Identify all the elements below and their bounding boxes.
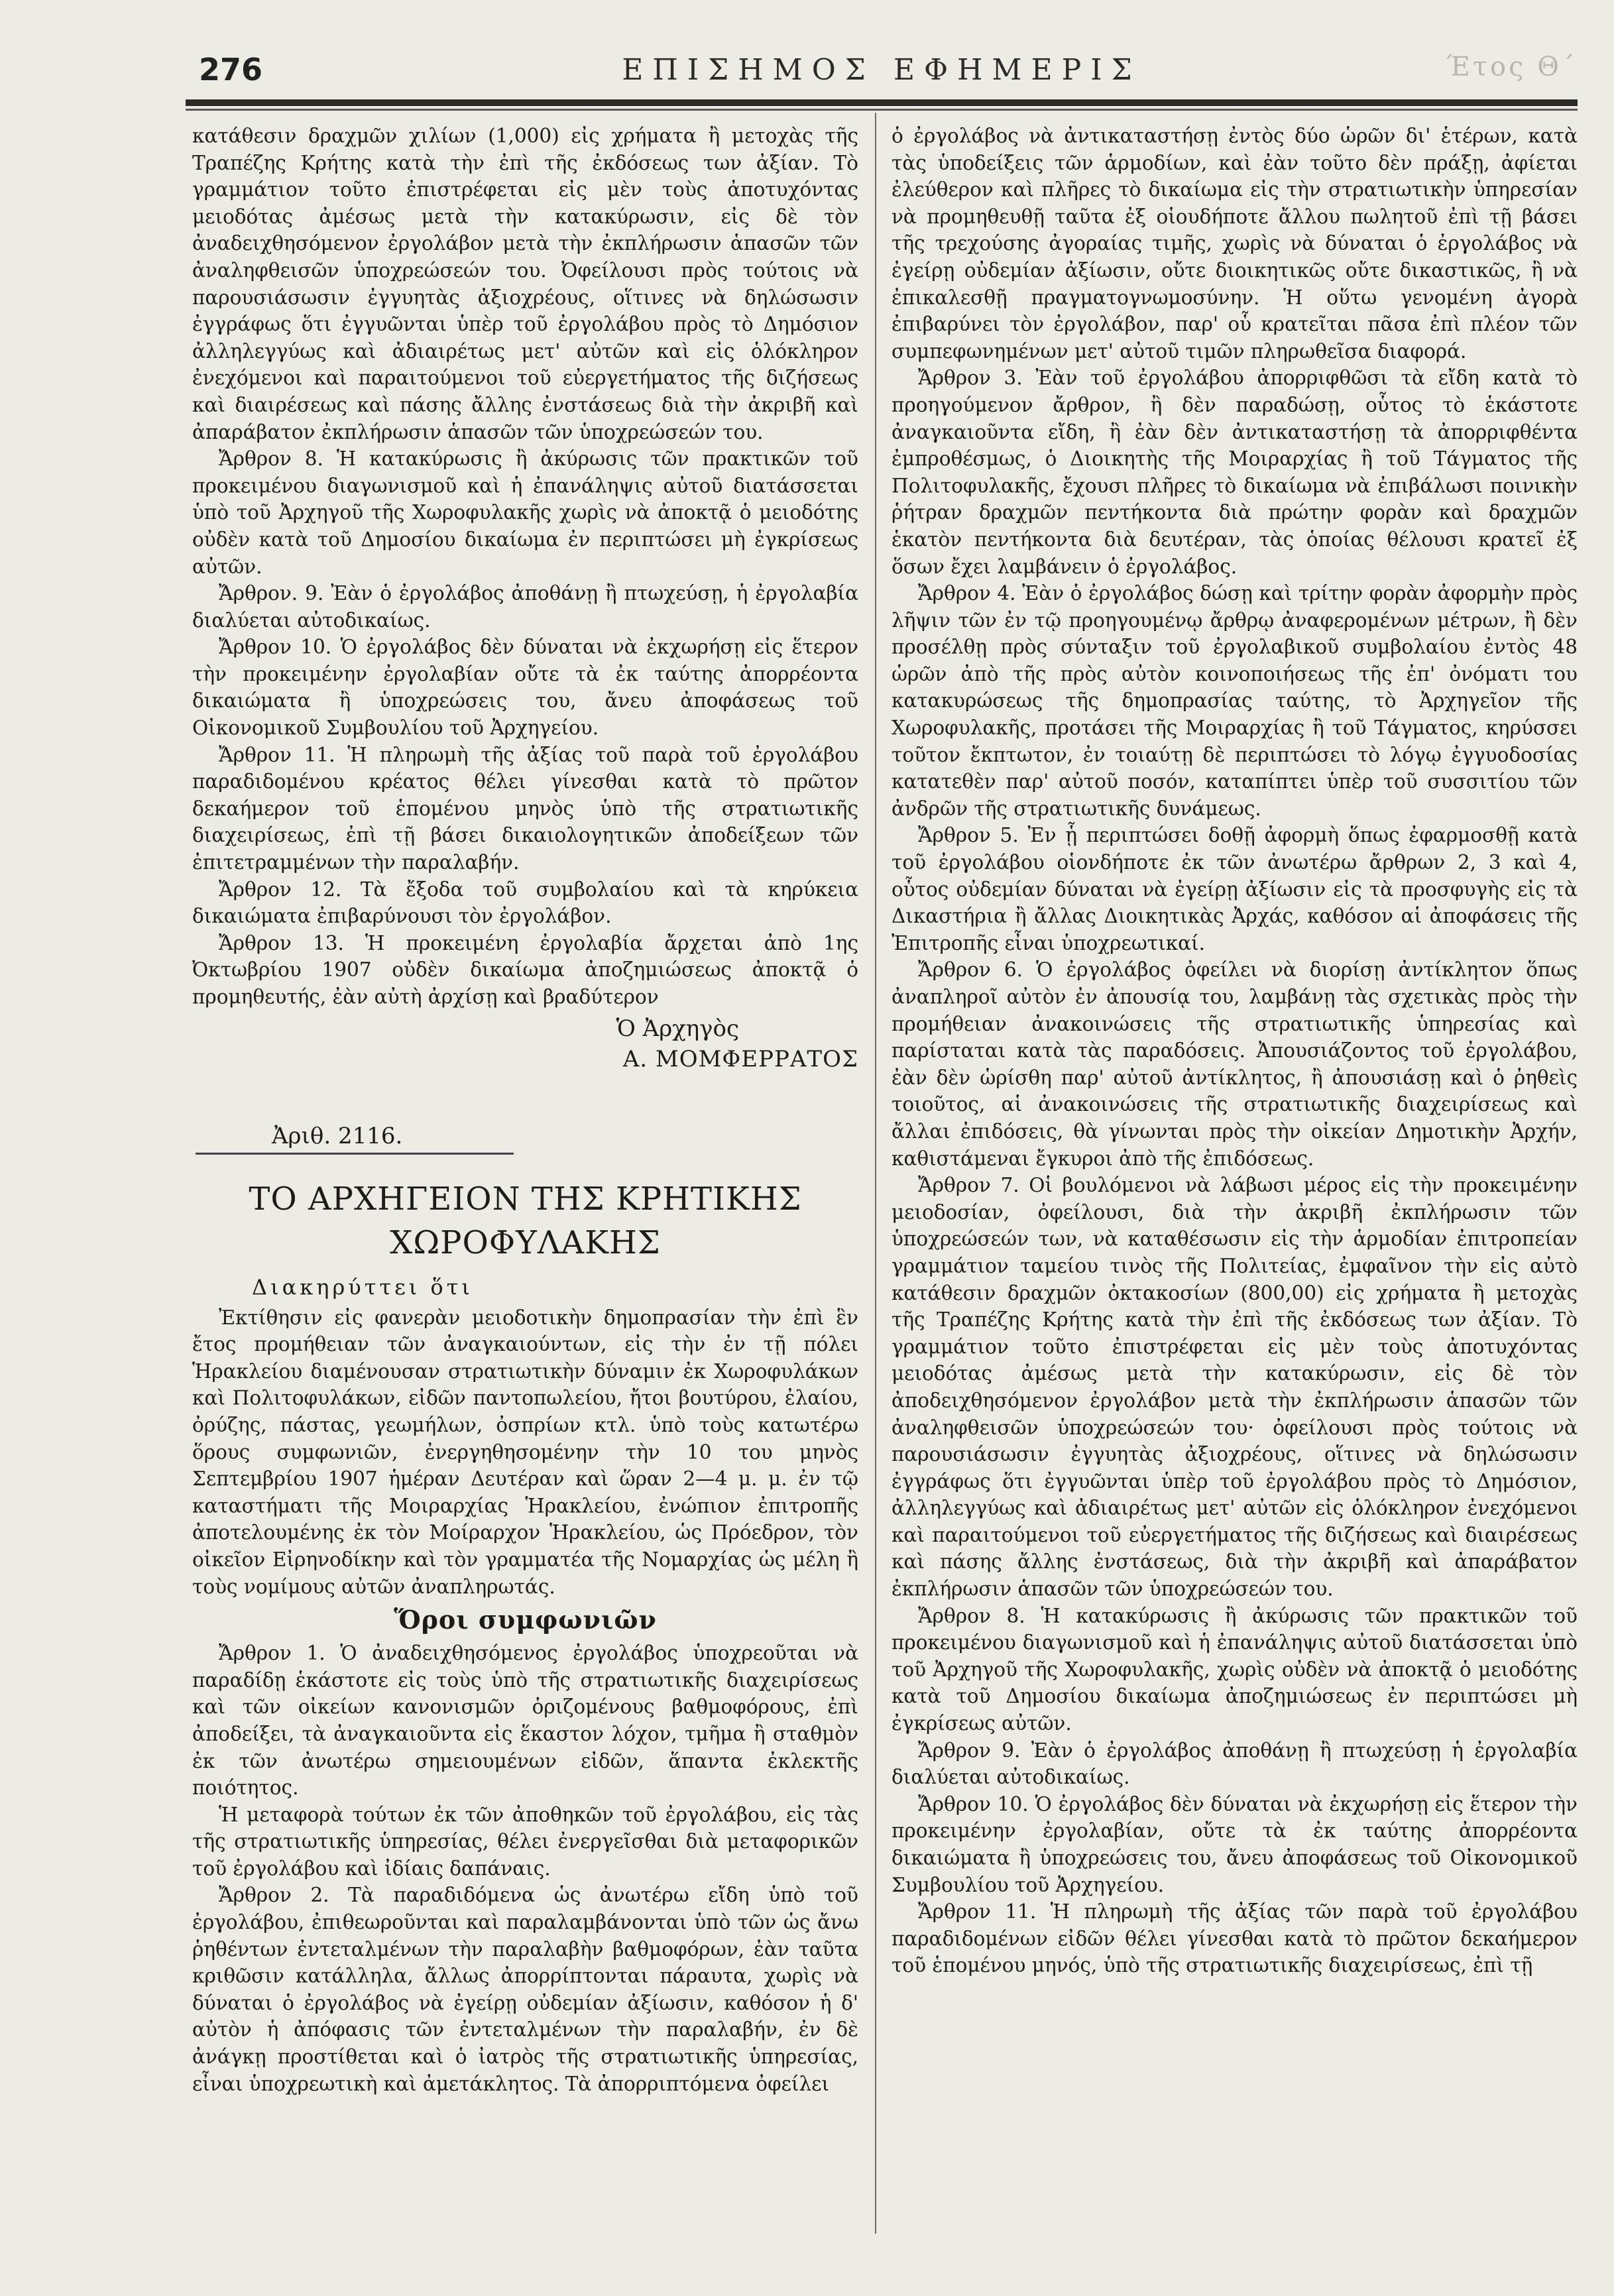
document-number-underline: [196, 1153, 514, 1155]
article-10: Ἄρθρον 10. Ὁ ἐργολάβος δὲν δύναται νὰ ἐκχωρήσῃ εἰς ἕτερον τὴν προκειμένην ἐργολαβίαν οὔτε τὰ ἐκ ταύτης ἀπορρέοντα δικαιώματα ἢ ὑποχρεώσεις του, ἄνευ ἀποφάσεως τοῦ Οἰκονομικοῦ Συμβουλίου τοῦ Ἀρχηγείου.: [192, 636, 858, 740]
paragraph: ὁ ἐργολάβος νὰ ἀντικαταστήσῃ ἐντὸς δύο ὡρῶν δι' ἑτέρων, κατὰ τὰς ὑποδείξεις τῶν ἁρμοδίων, καὶ ἐὰν τοῦτο δὲν πράξῃ, ἀφίεται ἐλεύθερον καὶ πλῆρες τὸ δικαίωμα εἰς τὴν στρατιωτικὴν ὑπηρεσίαν νὰ προμηθευθῇ ταῦτα ἐξ οἱουδήποτε ἄλλου πωλητοῦ ἐπὶ τῇ βάσει τῆς τρεχούσης ἀγοραίας τιμῆς, χωρὶς νὰ δύναται ὁ ἐργολάβος νὰ ἐγείρῃ οὐδεμίαν ἀξίωσιν, οὔτε διοικητικῶς οὔτε δικαστικῶς, ἢ νὰ ἐπικαλεσθῇ πραγματογνωμοσύνην. Ἡ οὕτω γενομένη ἀγορὰ ἐπιβαρύνει τὸν ἐργολάβον, παρ' οὗ κρατεῖται πᾶσα ἐπὶ πλέον τῶν συμπεφωνημένων μετ' αὐτοῦ τιμῶν πληρωθεῖσα διαφορά.: [892, 125, 1578, 363]
article-5: Ἄρθρον 5. Ἐν ᾗ περιπτώσει δοθῇ ἀφορμὴ ὅπως ἐφαρμοσθῇ κατὰ τοῦ ἐργολάβου οἱονδήποτε ἐκ τῶν ἀνωτέρω ἄρθρων 2, 3 καὶ 4, οὗτος οὐδεμίαν δύναται νὰ ἐγείρῃ ἀξίωσιν εἰς τὰ προσφυγὴς εἰς τὰ Δικαστήρια ἢ ἄλλας Διοικητικὰς Ἀρχάς, καθόσον αἱ ἀποφάσεις τῆς Ἐπιτροπῆς εἶναι ὑποχρεωτικαί.: [892, 824, 1578, 954]
header-rule-thin: [186, 109, 1578, 111]
proclamation: Διακηρύττει ὅτι: [252, 1274, 473, 1300]
article-9: Ἄρθρον 9. Ἐὰν ὁ ἐργολάβος ἀποθάνῃ ἢ πτωχεύσῃ ἡ ἐργολαβία διαλύεται αὐτοδικαίως.: [892, 1739, 1578, 1789]
article-13: Ἄρθρον 13. Ἡ προκειμένη ἐργολαβία ἄρχεται ἀπὸ 1ης Ὀκτωβρίου 1907 οὐδὲν δικαίωμα ἀποζημιώσεως ἀποκτᾷ ὁ προμηθευτής, ἐὰν αὐτὴ ἀρχίσῃ καὶ βραδύτερον: [192, 931, 858, 1008]
article-10: Ἄρθρον 10. Ὁ ἐργολάβος δὲν δύναται νὰ ἐκχωρήσῃ εἰς ἕτερον τὴν προκειμένην ἐργολαβίαν, οὔτε τὰ ἐκ ταύτης ἀπορρέοντα δικαιώματα ἢ ὑποχρεώσεις του, ἄνευ ἀποφάσεως τοῦ Οἰκονομικοῦ Συμβουλίου τοῦ Ἀρχηγείου.: [892, 1792, 1578, 1896]
article-3: Ἄρθρον 3. Ἐὰν τοῦ ἐργολάβου ἀπορριφθῶσι τὰ εἴδη κατὰ τὸ προηγούμενον ἄρθρον, ἢ δὲν παραδώσῃ, οὗτος τὸ ἑκάστοτε ἀναγκαιοῦντα εἴδη, ἢ ἐὰν δὲν ἀντικαταστήσῃ τὰ ἀπορριφθέντα ἐμπροθέσμως, ὁ Διοικητὴς τῆς Μοιραρχίας ἢ τοῦ Τάγματος τῆς Πολιτοφυλακῆς, ἔχουσι πλῆρες τὸ δικαίωμα νὰ ἐπιβάλωσι ποινικὴν ῥήτραν δραχμῶν πεντήκοντα διὰ πρώτην φορὰν καὶ δραχμῶν ἑκατὸν πεντήκοντα διὰ δευτέραν, τὰς ὁποίας θέλουσι κρατεῖ ἐξ ὅσων ἔχει λαμβάνειν ὁ ἐργολάβος.: [892, 367, 1578, 578]
header-rule: [186, 99, 1578, 106]
page-header: [186, 46, 1578, 99]
page-number: 276: [199, 52, 263, 87]
article-1: Ἄρθρον 1. Ὁ ἀναδειχθησόμενος ἐργολάβος ὑποχρεοῦται νὰ παραδίδῃ ἑκάστοτε εἰς τοὺς ὑπὸ τῆς στρατιωτικῆς διαχειρίσεως καὶ τῶν οἰκείων κανονισμῶν ὁριζομένους βαθμοφόρους, ἐπὶ ἀποδείξει, τὰ ἀναγκαιοῦντα εἰς ἕκαστον λόχον, τμῆμα ἢ σταθμὸν ἐκ τῶν ἀνωτέρω σημειουμένων εἰδῶν, ἅπαντα ἐκλεκτῆς ποιότητος.: [192, 1642, 858, 1800]
article-12: Ἄρθρον 12. Τὰ ἔξοδα τοῦ συμβολαίου καὶ τὰ κηρύκεια δικαιώματα ἐπιβαρύνουσι τὸν ἐργολάβον.: [192, 878, 858, 928]
article-11: Ἄρθρον 11. Ἡ πληρωμὴ τῆς ἀξίας τοῦ παρὰ τοῦ ἐργολάβου παραδιδομένου κρέατος θέλει γίνεσθαι κατὰ τὸ πρῶτον δεκαήμερον τοῦ ἑπομένου μηνὸς ὑπὸ τῆς στρατιωτικῆς διαχειρίσεως, ἐπὶ τῇ βάσει δικαιολογητικῶν ἀποδείξεων τῶν ἐπιτετραμμένων τὴν παραλαβήν.: [192, 743, 858, 874]
terms-subheading: Ὅροι συμφωνιῶν: [394, 1605, 657, 1635]
article-2: Ἄρθρον 2. Τὰ παραδιδόμενα ὡς ἀνωτέρω εἴδη ὑπὸ τοῦ ἐργολάβου, ἐπιθεωροῦνται καὶ παραλαμβάνονται ὑπὸ τῶν ὡς ἄνω ῥηθέντων ἐντεταλμένων τὴν παραλαβὴν βαθμοφόρων, ἐὰν ταῦτα κριθῶσιν κατάλληλα, ἄλλως ἀπορρίπτονται πάραυτα, χωρὶς νὰ δύναται ὁ ἐργολάβος νὰ ἐγείρῃ οὐδεμίαν ἀξίωσιν, καθόσον ἡ δ' αὐτὸν ἡ ἀπόφασις τῶν ἐντεταλμένων τὴν παραλαβήν, ἐν δὲ ἀνάγκῃ προστίθεται καὶ ὁ ἰατρὸς τῆς στρατιωτικῆς ὑπηρεσίας, εἶναι ὑποχρεωτικὴ καὶ ἀμετάκλητος. Τὰ ἀπορριπτόμενα ὀφείλει: [192, 1884, 858, 2095]
article-4: Ἄρθρον 4. Ἐὰν ὁ ἐργολάβος δώσῃ καὶ τρίτην φορὰν ἀφορμὴν πρὸς λῆψιν τῶν ἐν τῷ προηγουμένῳ ἄρθρῳ ἀναφερομένων μέτρων, ἢ δὲν προσέλθῃ πρὸς σύνταξιν τοῦ ἐργολαβικοῦ συμβολαίου ἐντὸς 48 ὡρῶν ἀπὸ τῆς πρὸς αὐτὸν κοινοποιήσεως τῆς ἐπ' ὀνόματι του κατακυρώσεως τῆς δημοπρασίας ταύτης, τὸ Ἀρχηγεῖον τῆς Χωροφυλακῆς, προτάσει τῆς Μοιραρχίας ἢ τοῦ Τάγματος, κηρύσσει τοῦτον ἔκπτωτον, ἐν τοιαύτῃ δὲ περιπτώσει τὸ λόγῳ ἐγγυοδοσίας κατατεθὲν παρ' αὐτοῦ ποσόν, καταπίπτει ὑπὲρ τοῦ συσσιτίου τῶν ἀνδρῶν τῆς στρατιωτικῆς δυνάμεως.: [892, 582, 1578, 820]
page-title: ΕΠΙΣΗΜΟΣ ΕΦΗΜΕΡΙΣ: [622, 53, 1141, 87]
notice-heading-line1: ΤΟ ΑΡΧΗΓΕΙΟΝ ΤΗΣ ΚΡΗΤΙΚΗΣ: [249, 1180, 802, 1218]
notice-heading-line2: ΧΩΡΟΦΥΛΑΚΗΣ: [390, 1224, 661, 1261]
signature-name: Α. ΜΟΜΦΕΡΡΑΤΟΣ: [622, 1045, 858, 1072]
column-divider: [875, 113, 876, 2234]
article-8: Ἄρθρον 8. Ἡ κατακύρωσις ἢ ἀκύρωσις τῶν πρακτικῶν τοῦ προκειμένου διαγωνισμοῦ καὶ ἡ ἐπανάληψις αὐτοῦ διατάσσεται ὑπὸ τοῦ Ἀρχηγοῦ τῆς Χωροφυλακῆς χωρὶς νὰ ἀποκτᾷ ὁ μειοδότης οὐδὲν κατὰ τοῦ Δημοσίου δικαίωμα ἐν περιπτώσει μὴ ἐγκρίσεως αὐτῶν.: [192, 447, 858, 578]
article-9: Ἄρθρον. 9. Ἐὰν ὁ ἐργολάβος ἀποθάνῃ ἢ πτωχεύσῃ, ἡ ἐργολαβία διαλύεται αὐτοδικαίως.: [192, 582, 858, 632]
left-column: [192, 123, 858, 2097]
article-6: Ἄρθρον 6. Ὁ ἐργολάβος ὀφείλει νὰ διορίσῃ ἀντίκλητον ὅπως ἀναπληροῖ αὐτὸν ἐν ἀπουσίᾳ του, λαμβάνῃ τὰς σχετικὰς πρὸς τὴν προμήθειαν ἀνακοινώσεις τῆς στρατιωτικῆς ὑπηρεσίας καὶ παρίσταται κατὰ τὰς παραδόσεις. Ἀπουσιάζοντος τοῦ ἐργολάβου, ἐὰν δὲν ὡρίσθη παρ' αὐτοῦ ἀντίκλητος, ἢ ἀπουσιάσῃ καὶ ὁ ῥηθεὶς τοιοῦτος, αἱ ἀνακοινώσεις τῆς στρατιωτικῆς διαχειρίσεως καὶ ἄλλαι ἐπιδόσεις, θὰ γίνωνται πρὸς τὴν οἰκείαν Δημοτικὴν Ἀρχήν, καθιστάμεναι ἔγκυροι ἀπὸ τῆς ἐπιδόσεως.: [892, 958, 1578, 1170]
year-tag: Έτος Θ΄: [1446, 52, 1578, 82]
notice-paragraph: Ἐκτίθησιν εἰς φανερὰν μειοδοτικὴν δημοπρασίαν τὴν ἐπὶ ἓν ἔτος προμήθειαν τῶν ἀναγκαιούντων, εἰς τὴν ἐν τῇ πόλει Ἡρακλείου διαμένουσαν στρατιωτικὴν δύναμιν ἐκ Χωροφυλάκων καὶ Πολιτοφυλάκων, εἰδῶν παντοπωλείου, ἤτοι βουτύρου, ἐλαίου, ὀρύζης, πάστας, γεωμήλων, ὀσπρίων κτλ. ὑπὸ τοὺς κατωτέρω ὅρους συμφωνιῶν, ἐνεργηθησομένην τὴν 10 του μηνὸς Σεπτεμβρίου 1907 ἡμέραν Δευτέραν καὶ ὥραν 2—4 μ. μ. ἐν τῷ καταστήματι τῆς Μοιραρχίας Ἡρακλείου, ἐνώπιον ἐπιτροπῆς ἀποτελουμένης ἐκ τὸν Μοίραρχον Ἡρακλείου, ὡς Πρόεδρον, τὸν οἰκεῖον Εἰρηνοδίκην καὶ τὸν γραμματέα τῆς Νομαρχίας ὡς μέλη ἢ τοὺς νομίμους αὐτῶν ἀναπληρωτάς.: [192, 1306, 858, 1598]
document-number: Ἀριθ. 2116.: [272, 1122, 403, 1149]
right-column: [892, 123, 1578, 1979]
article-7: Ἄρθρον 7. Οἱ βουλόμενοι νὰ λάβωσι μέρος εἰς τὴν προκειμένην μειοδοσίαν, ὀφείλουσι, διὰ τὴν ἀκριβῆ ἐκπλήρωσιν τῶν ὑποχρεώσεών των, νὰ καταθέσωσιν εἰς τὴν ἁρμοδίαν ἐπιτροπείαν γραμμάτιον ταμείου τινὸς τῆς Πολιτείας, ἐμφαῖνον τὴν εἰς αὐτὸ κατάθεσιν δραχμῶν ὀκτακοσίων (800,00) εἰς χρήματα ἢ μετοχὰς τῆς Τραπέζης Κρήτης κατὰ τὴν ἐπὶ τῆς ἐκδόσεως των ἀξίαν. Τὸ γραμμάτιον τοῦτο ἐπιστρέφεται εἰς μὲν τοὺς ἀποτυχόντας μειοδότας ἀμέσως μετὰ τὴν κατακύρωσιν, εἰς δὲ τὸν ἀποδειχθησόμενον ἐργολάβον μετὰ τὴν ἐκπλήρωσιν ἁπασῶν τῶν ἀναληφθεισῶν ὑποχρεώσεών του· ὀφείλουσι πρὸς τούτοις νὰ παρουσιάσωσιν ἐγγυητὰς ἀξιοχρέους, οἵτινες νὰ δηλώσωσιν ἐγγράφως ὅτι ἐγγυῶνται ὑπὲρ τοῦ ἐργολάβου πρὸς τὸ Δημόσιον, ἀλληλεγγύως καὶ ἀδιαιρέτως μετ' αὐτῶν εἰς ὁλόκληρον ἐνεχόμενοι καὶ παραιτούμενοι τοῦ εὐεργετήματος τῆς διζήσεως καὶ διαιρέσεως καὶ πάσης ἄλλης ἐνστάσεως, διὰ τὴν ἀκριβῆ καὶ ἀπαράβατον ἐκπλήρωσιν ἁπασῶν τῶν ὑποχρεώσεών του.: [892, 1174, 1578, 1601]
article-11: Ἄρθρον 11. Ἡ πληρωμὴ τῆς ἀξίας τῶν παρὰ τοῦ ἐργολάβου παραδιδομένων εἰδῶν θέλει γίνεσθαι κατὰ τὸ πρῶτον δεκαήμερον τοῦ ἑπομένου μηνός, ὑπὸ τῆς στρατιωτικῆς διαχειρίσεως, ἐπὶ τῇ: [892, 1900, 1578, 1977]
article-8: Ἄρθρον 8. Ἡ κατακύρωσις ἢ ἀκύρωσις τῶν πρακτικῶν τοῦ προκειμένου διαγωνισμοῦ καὶ ἡ ἐπανάληψις αὐτοῦ διατάσσεται ὑπὸ τοῦ Ἀρχηγοῦ τῆς Χωροφυλακῆς, χωρὶς οὐδὲν νὰ ἀποκτᾷ ὁ μειοδότης κατὰ τοῦ Δημοσίου δικαίωμα ἀποζημιώσεως ἐν περιπτώσει μὴ ἐγκρίσεως αὐτῶν.: [892, 1604, 1578, 1735]
paragraph: κατάθεσιν δραχμῶν χιλίων (1,000) εἰς χρήματα ἢ μετοχὰς τῆς Τραπέζης Κρήτης κατὰ τὴν ἐπὶ τῆς ἐκδόσεως των ἀξίαν. Τὸ γραμμάτιον τοῦτο ἐπιστρέφεται εἰς μὲν τοὺς ἀποτυχόντας μειοδότας ἀμέσως μετὰ τὴν κατακύρωσιν, εἰς δὲ τὸν ἀναδειχθησόμενον ἐργολάβον μετὰ τὴν ἐκπλήρωσιν ἁπασῶν τῶν ἀναληφθεισῶν ὑποχρεώσεών του. Ὀφείλουσι πρὸς τούτοις νὰ παρουσιάσωσιν ἐγγυητὰς ἀξιοχρέους, οἵτινες νὰ δηλώσωσιν ἐγγράφως ὅτι ἐγγυῶνται ὑπὲρ τοῦ ἐργολάβου πρὸς τὸ Δημόσιον ἀλληλεγγύως καὶ ἀδιαιρέτως μετ' αὐτῶν καὶ εἰς ὁλόκληρον ἐνεχόμενοι καὶ παραιτούμενοι τοῦ εὐεργετήματος τῆς διζήσεως καὶ διαιρέσεως καὶ πάσης ἄλλης ἐνστάσεως διὰ τὴν ἀκριβῆ καὶ ἀπαράβατον ἐκπλήρωσιν ἁπασῶν τῶν ὑποχρεώσεών του.: [192, 125, 858, 443]
paragraph: Ἡ μεταφορὰ τούτων ἐκ τῶν ἀποθηκῶν τοῦ ἐργολάβου, εἰς τὰς τῆς στρατιωτικῆς ὑπηρεσίας, θέλει ἐνεργεῖσθαι διὰ μεταφορικῶν τοῦ ἐργολάβου καὶ ἰδίαις δαπάναις.: [192, 1803, 858, 1880]
signature-title: Ὁ Ἀρχηγὸς: [616, 1015, 739, 1042]
